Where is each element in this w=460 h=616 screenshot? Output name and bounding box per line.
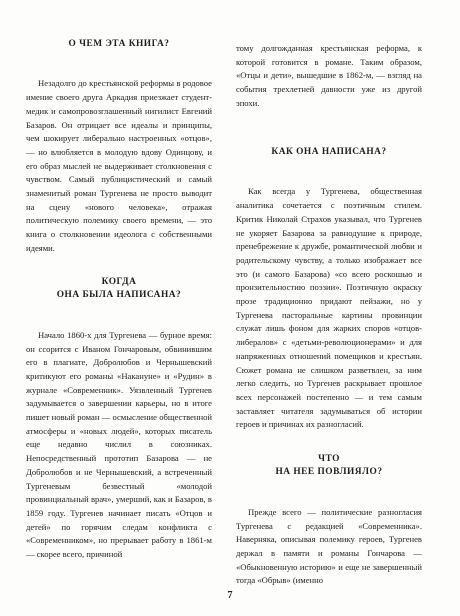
section-when: [26, 276, 212, 562]
section-influence: [236, 453, 422, 588]
section-title-influence-line1: ЧТО: [318, 454, 340, 464]
section-how: [236, 146, 422, 432]
section-title-how: КАК ОНА НАПИСАНА?: [271, 147, 387, 157]
section-text-continuation: тому долгожданная крестьянская реформа, к которой готовится в романе. Таким образом, «Отцы и дети», вышедшие в 1862-м, — взгляд на события трехлетней давности уже из другой эпохи.: [236, 43, 422, 108]
section-title-when-line1: КОГДА: [101, 277, 137, 287]
page-number: 7: [227, 590, 233, 601]
section-text-when: Начало 1860-х для Тургенева — бурное время: он ссорится с Иваном Гончаровым, обвинившим его в плагиате, Добролюбов и Чернышевский критикуют его романы «Накануне» и «Рудин» в журнале «Современник». Уязвленный Тургенев задумывается о завершении карьеры, но в итоге пишет новый роман — осмысление общественной атмосферы и «новых людей», которых писатель еще недавно числил в союзниках. Непосредственный прототип Базарова — не Добролюбов и не Чернышевский, а встреченный Тургеневым безвестный «молодой провинциальный врач», умерший, как и Базаров, в 1859 году. Тургенев начинает писать «Отцов и детей» по горячим следам конфликта с «Современником», но прерывает работу в 1861-м — скорее всего, причиной: [26, 329, 212, 560]
section-text-influence: Прежде всего — политические разногласия Тургенева с редакцией «Современника». Наверняка, описывая полемику героев, Тургенев держал в памяти и романы Гончарова — «Обыкновенную историю» и еще не завершенный тогда «Обрыв» (именно: [236, 506, 422, 586]
section-text-what: Незадолго до крестьянской реформы в родовое имение своего друга Аркадия приезжает студент-медик и самопровозглашенный нигилист Евгений Базаров. Он отрицает все идеалы и принципы, чем шокирует либерально настроенных «отцов», — но влюбляется в молодую вдову Одинцову, и его образ мыслей не выдерживает столкновения с чувством. Самый публицистический и самый знаменитый роман Тургенева не просто выводит на сцену «нового человека», отражая политическую полемику своего времени, — это книга о столкновении идеолога с собственными идеями.: [26, 78, 212, 253]
section-title-when-line2: ОНА БЫЛА НАПИСАНА?: [56, 290, 182, 301]
section-title-influence-line2: НА НЕЕ ПОВЛИЯЛО?: [275, 467, 383, 478]
section-what: [26, 38, 212, 256]
section-title-when: [26, 276, 212, 303]
section-title-what: О ЧЕМ ЭТА КНИГА?: [68, 39, 170, 49]
section-text-how: Как всегда у Тургенева, общественная аналитика сочетается с поэтичным стилем. Критик Николай Страхов указывал, что Тургенев не укоряет Базарова за равнодушие к природе, пренебрежение к дружбе, романтической любви и родительскому чувству, а только изображает все это (и самого Базарова) «со всею роскошью и пронзительностию поэзии». Поэтичную окраску прозе традиционно придают пейзажи, но у Тургенева пасторальные картины провинции служат лишь фоном для жарких споров «отцов-либералов» с «детьми-революционерами» и для напряженных отношений помещиков и крестьян. Сюжет романа не слишком разветвлен, за ним легко следить, но Тургенев раскрывает прошлое всех персонажей постепенно — и тем самым заставляет читателя задумываться об истории героев и причинах их разногласий.: [236, 186, 422, 430]
section-when-continuation: [236, 42, 422, 111]
section-title-influence: [236, 453, 422, 480]
